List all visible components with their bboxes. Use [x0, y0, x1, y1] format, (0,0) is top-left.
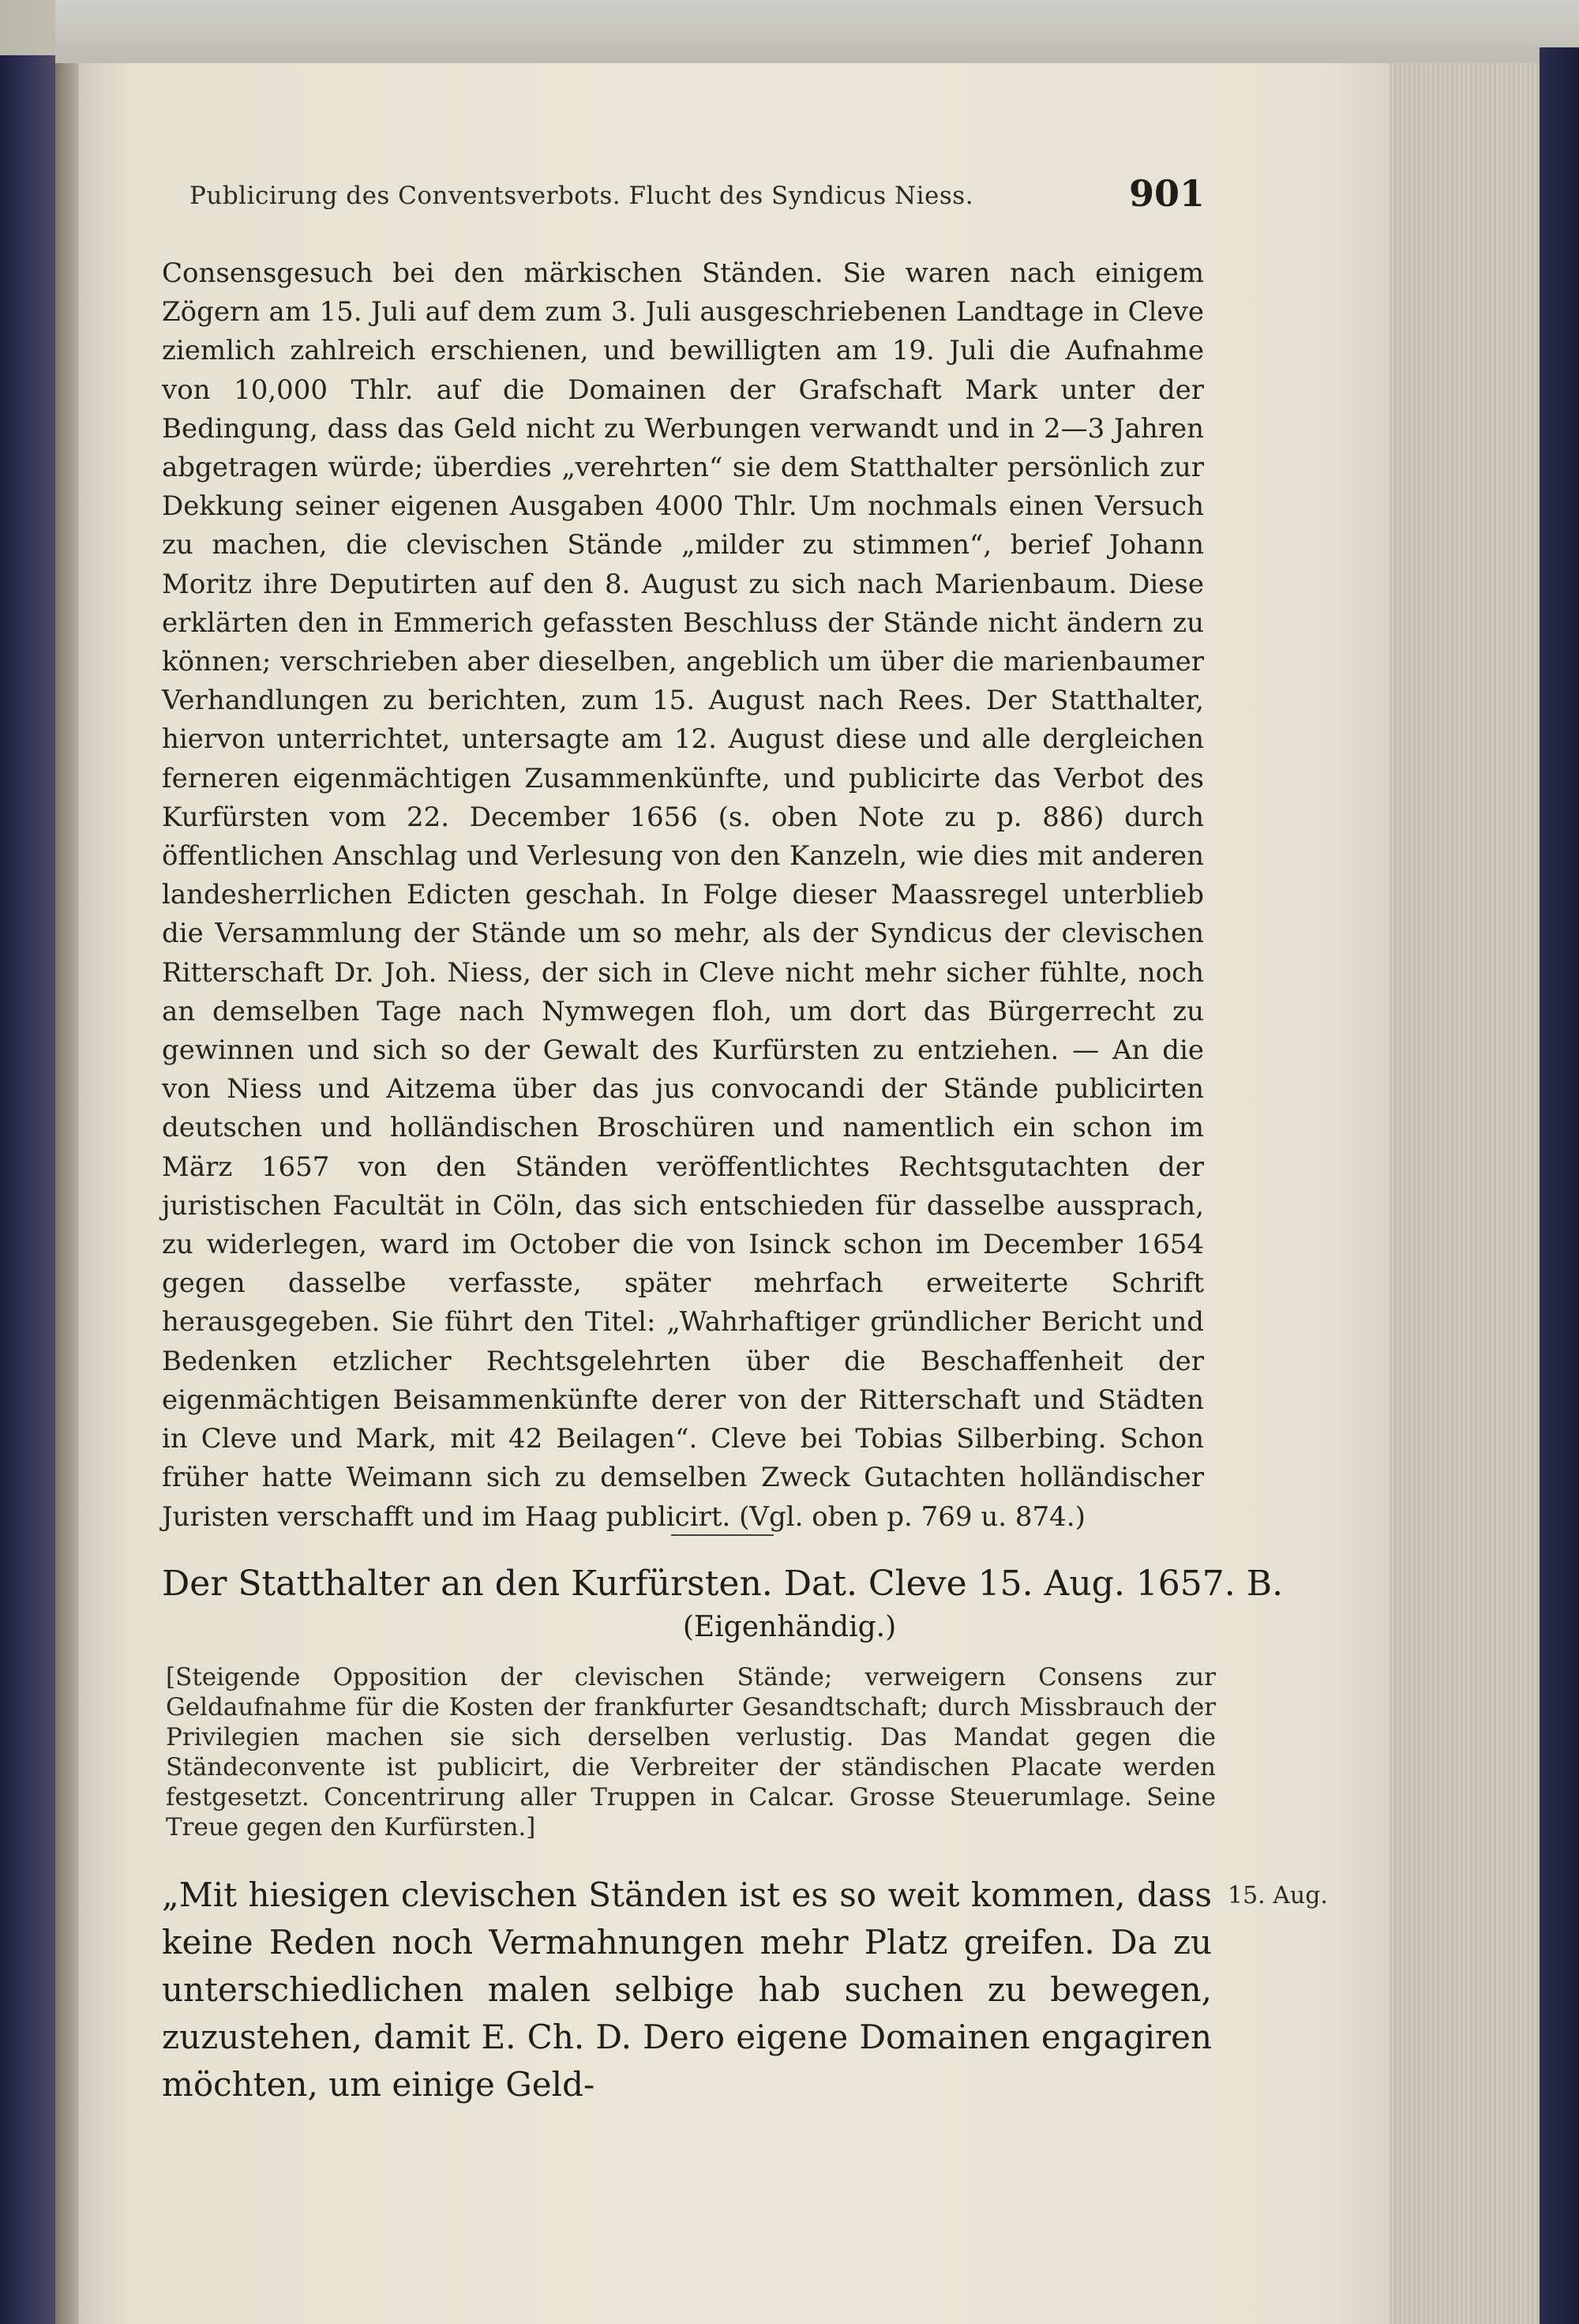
letter-body-text: „Mit hiesigen clevischen Ständen ist es so weit kommen, dass keine Reden noch Vermahnungen mehr Platz greifen. Da zu unterschiedlichen malen selbige hab suchen zu bewegen, zuzustehen, damit E. Ch. D. Dero eigene Domainen engagiren möchten, um einige Geld-: [162, 1875, 1212, 2104]
letter-subheading: (Eigenhändig.): [682, 1611, 897, 1643]
page-stack-edges: [1390, 63, 1540, 2324]
running-head: Publicirung des Conventsverbots. Flucht des Syndicus Niess.: [189, 182, 974, 210]
body-paragraph-text: Consensgesuch bei den märkischen Ständen. Sie waren nach einigem Zögern am 15. Juli auf dem zum 3. Juli ausgeschriebenen Landtage in Cleve ziemlich zahlreich erschienen, und bewilligten am 19. Juli die Aufnahme von 10,000 Thlr. auf die Domainen der Grafschaft Mark unter der Bedingung, dass das Geld nicht zu Werbungen verwandt und in 2—3 Jahren abgetragen würde; überdies „verehrten“ sie dem Statthalter persönlich zur Dekkung seiner eigenen Ausgaben 4000 Thlr. Um nochmals einen Versuch zu machen, die clevischen Stände „milder zu stimmen“, berief Johann Moritz ihre Deputirten auf den 8. August zu sich nach Marienbaum. Diese erklärten den in Emmerich gefassten Beschluss der Stände nicht ändern zu können; verschrieben aber dieselben, angeblich um über die marienbaumer Verhandlungen zu berichten, zum 15. August nach Rees. Der Statthalter, hiervon unterrichtet, untersagte am 12. August diese und alle dergleichen ferneren eigenmächtigen Zusammenkünfte, und publicirte das Verbot des Kurfürsten vom 22. December 1656 (s. oben Note zu p. 886) durch öffentlichen Anschlag und Verlesung von den Kanzeln, wie dies mit anderen landesherrlichen Edicten geschah. In Folge dieser Maassregel unterblieb die Versammlung der Stände um so mehr, als der Syndicus der clevischen Ritterschaft Dr. Joh. Niess, der sich in Cleve nicht mehr sicher fühlte, noch an demselben Tage nach Nymwegen floh, um dort das Bürgerrecht zu gewinnen und sich so der Gewalt des Kurfürsten zu entziehen. — An die von Niess und Aitzema über das jus convocandi der Stände publicirten deutschen und holländischen Broschüren und namentlich ein schon im März 1657 von den Ständen veröffentlichtes Rechtsgutachten der juristischen Facultät in Cöln, das sich entschieden für dasselbe aussprach, zu widerlegen, ward im October die von Isinck schon im December 1654 gegen dasselbe verfasste, später mehrfach erweiterte Schrift herausgegeben. Sie führt den Titel: „Wahrhaftiger gründlicher Bericht und Bedenken etzlicher Rechtsgelehrten über die Beschaffenheit der eigenmächtigen Beisammenkünfte derer von der Ritterschaft und Städten in Cleve und Mark, mit 42 Beilagen“. Cleve bei Tobias Silberbing. Schon früher hatte Weimann sich zu demselben Zweck Gutachten holländischer Juristen verschafft und im Haag publicirt. (Vgl. oben p. 769 u. 874.): [162, 257, 1204, 1533]
page-number: 901: [1129, 172, 1206, 215]
body-paragraph: [162, 254, 1204, 1537]
book-binding-right: [1540, 47, 1579, 2324]
letter-summary: [166, 1662, 1216, 1842]
letter-body: [162, 1872, 1212, 2108]
letter-heading: Der Statthalter an den Kurfürsten. Dat. Cleve 15. Aug. 1657. B.: [162, 1564, 1284, 1604]
book-binding-left: [0, 55, 55, 2324]
margin-date-note: 15. Aug.: [1228, 1882, 1328, 1909]
letter-summary-text: [Steigende Opposition der clevischen Stände; verweigern Consens zur Geldaufnahme für die Kosten der frankfurter Gesandtschaft; durch Missbrauch der Privilegien machen sie sich derselben verlustig. Das Mandat gegen die Ständeconvente ist publicirt, die Verbreiter der ständischen Placate werden festgesetzt. Concentrirung aller Truppen in Calcar. Grosse Steuerumlage. Seine Treue gegen den Kurfürsten.]: [166, 1663, 1216, 1842]
scan-top-margin: [55, 0, 1579, 63]
section-divider: [671, 1534, 774, 1536]
